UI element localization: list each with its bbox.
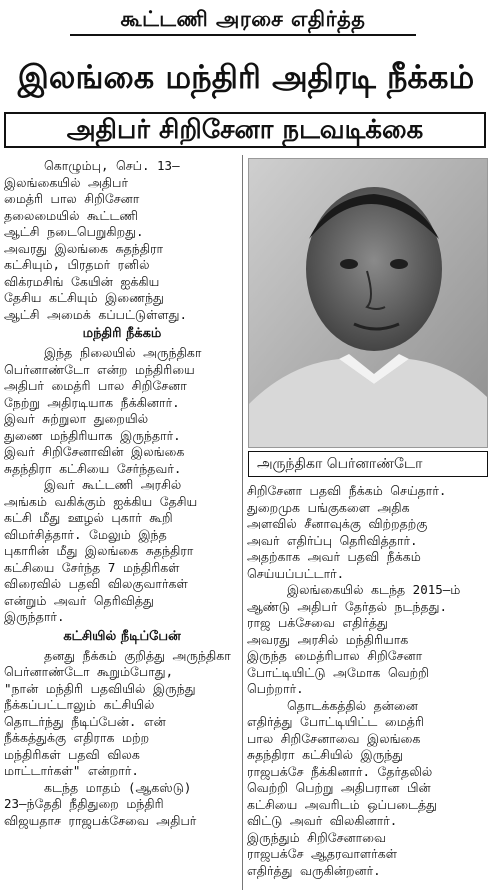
- article-text-line: இருந்த மைத்ரிபால சிறிசேனா: [247, 648, 423, 663]
- article-text-line: கட்சியும், பிரதமர் ரனில்: [4, 257, 150, 272]
- article-text-line: கொழும்பு, செப். 13–: [44, 158, 180, 173]
- article-text-line: கட்சியை அவரிடம் ஒப்படைத்து: [247, 796, 438, 812]
- article-text-line: தொடக்கத்தில் தன்னை: [287, 697, 418, 713]
- article-text-line: ஆட்சி அமைக் கப்பட்டுள்ளது.: [4, 306, 188, 322]
- column-divider: [242, 155, 243, 890]
- article-text-line: இலங்கையில் கடந்த 2015–ம்: [287, 582, 461, 597]
- article-text-line: அவரது அரசில் மந்திரியாக: [247, 631, 409, 647]
- article-text-line: விரைவில் பதவி விலகுவார்கள்: [4, 576, 188, 591]
- article-text-line: இருந்தார்.: [4, 609, 65, 624]
- article-text-line: சிறிசேனா பதவி நீக்கம் செய்தார்.: [247, 483, 447, 498]
- article-text-line: செய்யப்பட்டார்.: [247, 565, 345, 581]
- article-text-line: என்றும் அவர் தெரிவித்து: [4, 592, 154, 608]
- photo-caption: அருந்திகா பெர்னாண்டோ: [248, 451, 488, 477]
- article-text-line: இவர் சிறிசேனாவின் இலங்கை: [4, 444, 185, 459]
- article-text-line: துறைமுக பங்குகளை அதிக: [247, 499, 410, 515]
- section-subheading: கட்சியில் நீடிப்பேன்: [63, 628, 181, 644]
- article-text-line: ஆண்டு அதிபர் தேர்தல் நடந்தது.: [247, 598, 447, 614]
- article-text-line: இலங்கையில் அதிபர்: [4, 174, 129, 190]
- article-text-line: சுதந்திரா கட்சியில் இருந்து: [247, 747, 404, 762]
- article-text-line: இவர் கூட்டணி அரசில்: [44, 477, 182, 492]
- article-text-line: போட்டியிட்டு அமோக வெற்றி: [247, 664, 429, 680]
- article-text-line: எதிர்த்து வருகின்றனர்.: [247, 862, 381, 878]
- article-text-line: பால சிறிசேனாவை இலங்கை: [247, 730, 421, 746]
- article-text-line: தலைமையில் கூட்டணி: [4, 207, 138, 223]
- subheadline: அதிபர் சிறிசேனா நடவடிக்கை: [66, 115, 424, 145]
- article-text-line: அளவில் சீனாவுக்கு விற்றதற்கு: [247, 516, 428, 531]
- left-column-text: [4, 158, 240, 829]
- article-text-line: அதற்காக அவர் பதவி நீக்கம்: [247, 549, 421, 564]
- article-text-line: தனது நீக்கம் குறித்து அருந்திகா: [44, 647, 231, 663]
- article-text-line: அங்கம் வகிக்கும் ஐக்கிய தேசிய: [4, 493, 198, 509]
- article-text-line: நீக்கப்பட்டாலும் கட்சியில்: [4, 697, 155, 712]
- right-column-text: [247, 483, 487, 879]
- kicker-underline: [70, 34, 416, 36]
- article-text-line: அவரது இலங்கை சுதந்திரா: [4, 240, 164, 256]
- section-subheading: மந்திரி நீக்கம்: [82, 326, 162, 341]
- article-text-line: எதிர்த்து போட்டியிட்ட மைத்ரி: [247, 714, 424, 729]
- article-text-line: கட்சி மீது ஊழல் புகார் கூறி: [4, 510, 173, 525]
- portrait-photo-image: [249, 159, 488, 448]
- article-text-line: மைத்ரி பால சிறிசேனா: [4, 191, 140, 206]
- article-text-line: சுதந்திரா கட்சியை சேர்ந்தவர்.: [4, 460, 182, 476]
- article-text-line: அவர் எதிர்ப்பு தெரிவித்தார்.: [247, 532, 418, 548]
- article-text-line: ராஜ பக்சேவை எதிர்த்து: [247, 615, 388, 630]
- article-text-line: பெர்னாண்டோ கூறும்போது,: [4, 664, 174, 679]
- portrait-photo: [248, 158, 488, 448]
- main-headline: இலங்கை மந்திரி அதிரடி நீக்கம்: [17, 58, 475, 96]
- article-text-line: தேசிய கட்சியும் இணைந்து: [4, 290, 164, 305]
- article-text-line: வெற்றி பெற்று அதிபரான பின்: [247, 780, 431, 795]
- article-text-line: மாட்டார்கள்" என்றார்.: [4, 763, 139, 778]
- kicker-headline: கூட்டணி அரசை எதிர்த்த: [120, 7, 366, 31]
- subheadline-box: [4, 112, 486, 148]
- article-text-line: கடந்த மாதம் (ஆகஸ்டு): [44, 779, 192, 795]
- article-text-line: இந்த நிலையில் அருந்திகா: [44, 345, 202, 360]
- article-text-line: விக்ரமசிங் கேயின் ஐக்கிய: [4, 273, 160, 289]
- article-text-line: ராஜபக்சே ஆதரவாளர்கள்: [247, 846, 398, 861]
- article-text-line: தொடர்ந்து நீடிப்பேன். என்: [4, 713, 166, 729]
- article-text-line: "நான் மந்திரி பதவியில் இருந்து: [4, 680, 196, 696]
- article-text-line: விஜயதாச ராஜபக்சேவை அதிபர்: [4, 812, 197, 828]
- article-text-line: மந்திரிகள் பதவி விலக: [4, 746, 140, 762]
- article-text-line: இருந்தும் சிறிசேனாவை: [247, 829, 386, 845]
- article-text-line: அதிபர் மைத்ரி பால சிறிசேனா: [4, 378, 187, 393]
- article-text-line: நேற்று அதிரடியாக நீக்கினார்.: [4, 394, 180, 410]
- article-text-line: பெர்னாண்டோ என்ற மந்திரியை: [4, 361, 195, 377]
- article-text-line: விமர்சித்தார். மேலும் இந்த: [4, 526, 167, 542]
- article-text-line: இவர் சுற்றுலா துறையில்: [4, 411, 149, 426]
- article-text-line: ராஜபக்சே நீக்கினார். தேர்தலில்: [247, 763, 433, 779]
- article-text-line: ஆட்சி நடைபெறுகிறது.: [4, 224, 144, 239]
- article-text-line: பெற்றார்.: [247, 681, 304, 696]
- article-text-line: துணை மந்திரியாக இருந்தார்.: [4, 427, 181, 443]
- article-text-line: நீக்கத்துக்கு எதிராக மற்ற: [4, 730, 150, 745]
- article-text-line: விட்டு அவர் விலகினார்.: [247, 813, 398, 828]
- article-text-line: 23–ந்தேதி நீதிதுறை மந்திரி: [4, 796, 164, 811]
- article-text-line: புகாரின் மீது இலங்கை சுதந்திரா: [4, 543, 194, 558]
- article-text-line: கட்சியை சேர்ந்த 7 மந்திரிகள்: [4, 559, 180, 575]
